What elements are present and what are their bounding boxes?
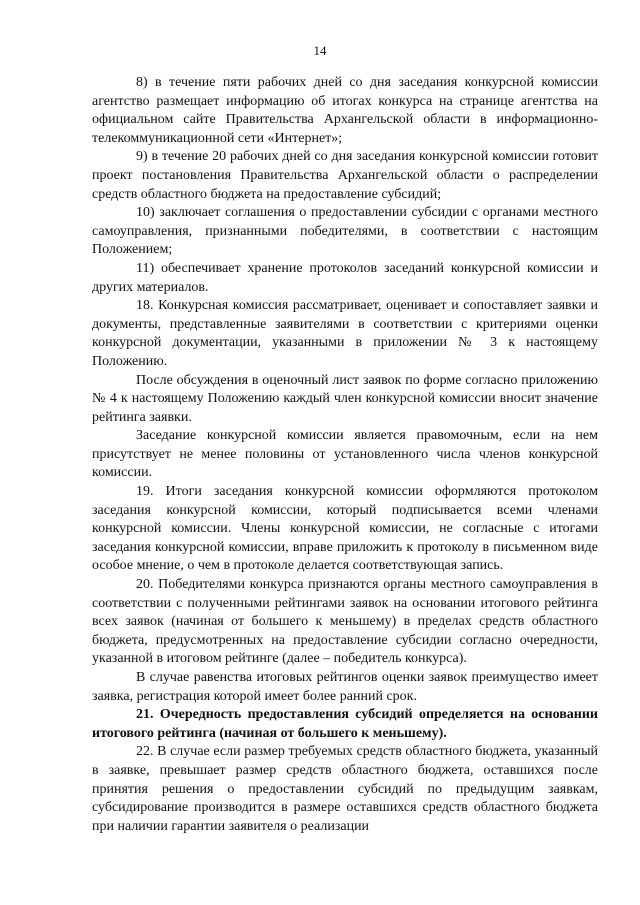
paragraph-clause-20: 20. Победителями конкурса признаются органы местного самоуправления в соответствии с полученными рейтингами заявок на основании итогового рейтинга всех заявок (начиная от большего к меньшему) в пределах средств областного бюджета, предусмотренных на предоставление субсидии согласно очередности, указанной в итоговом рейтинге (далее – победитель конкурса).	[92, 577, 598, 667]
paragraph-clause-20-tie: В случае равенства итоговых рейтингов оценки заявок преимущество имеет заявка, регистрация которой имеет более ранний срок.	[92, 670, 598, 704]
document-body	[92, 74, 598, 836]
paragraph-item-8: 8) в течение пяти рабочих дней со дня заседания конкурсной комиссии агентство размещает информацию об итогах конкурса на странице агентства на официальном сайте Правительства Архангельской области в информационно-телекоммуникационной сети «Интернет»;	[92, 75, 598, 146]
page-number: 14	[313, 43, 327, 58]
paragraph-item-9: 9) в течение 20 рабочих дней со дня заседания конкурсной комиссии готовит проект постановления Правительства Архангельской области о распределении средств областного бюджета на предоставление субсидий;	[92, 149, 598, 202]
paragraph-clause-18-rating: После обсуждения в оценочный лист заявок по форме согласно приложению № 4 к настоящему Положению каждый член конкурсной комиссии вносит значение рейтинга заявки.	[92, 372, 598, 425]
paragraph-item-10: 10) заключает соглашения о предоставлении субсидии с органами местного самоуправления, признанными победителями, в соответствии с настоящим Положением;	[92, 205, 598, 258]
paragraph-clause-21: 21. Очередность предоставления субсидий определяется на основании итогового рейтинга (начиная от большего к меньшему).	[92, 707, 598, 741]
paragraph-clause-18-quorum: Заседание конкурсной комиссии является правомочным, если на нем присутствует не менее половины от установленного числа членов конкурсной комиссии.	[92, 428, 598, 481]
paragraph-item-11: 11) обеспечивает хранение протоколов заседаний конкурсной комиссии и других материалов.	[92, 260, 598, 295]
paragraph-clause-18: 18. Конкурсная комиссия рассматривает, оценивает и сопоставляет заявки и документы, представленные заявителями в соответствии с критериями оценки конкурсной документации, указанными в приложении № 3 к настоящему Положению.	[92, 298, 598, 369]
paragraph-clause-22: 22. В случае если размер требуемых средств областного бюджета, указанный в заявке, превышает размер средств областного бюджета, оставшихся после принятия решения о предоставлении субсидий по предыдущим заявкам, субсидирование производится в размере оставшихся средств областного бюджета при наличии гарантии заявителя о реализации	[92, 744, 598, 834]
paragraph-clause-19: 19. Итоги заседания конкурсной комиссии оформляются протоколом заседания конкурсной комиссии, который подписывается всеми членами конкурсной комиссии. Члены конкурсной комиссии, не согласные с итогами заседания конкурсной комиссии, вправе приложить к протоколу в письменном виде особое мнение, о чем в протоколе делается соответствующая запись.	[92, 484, 598, 574]
